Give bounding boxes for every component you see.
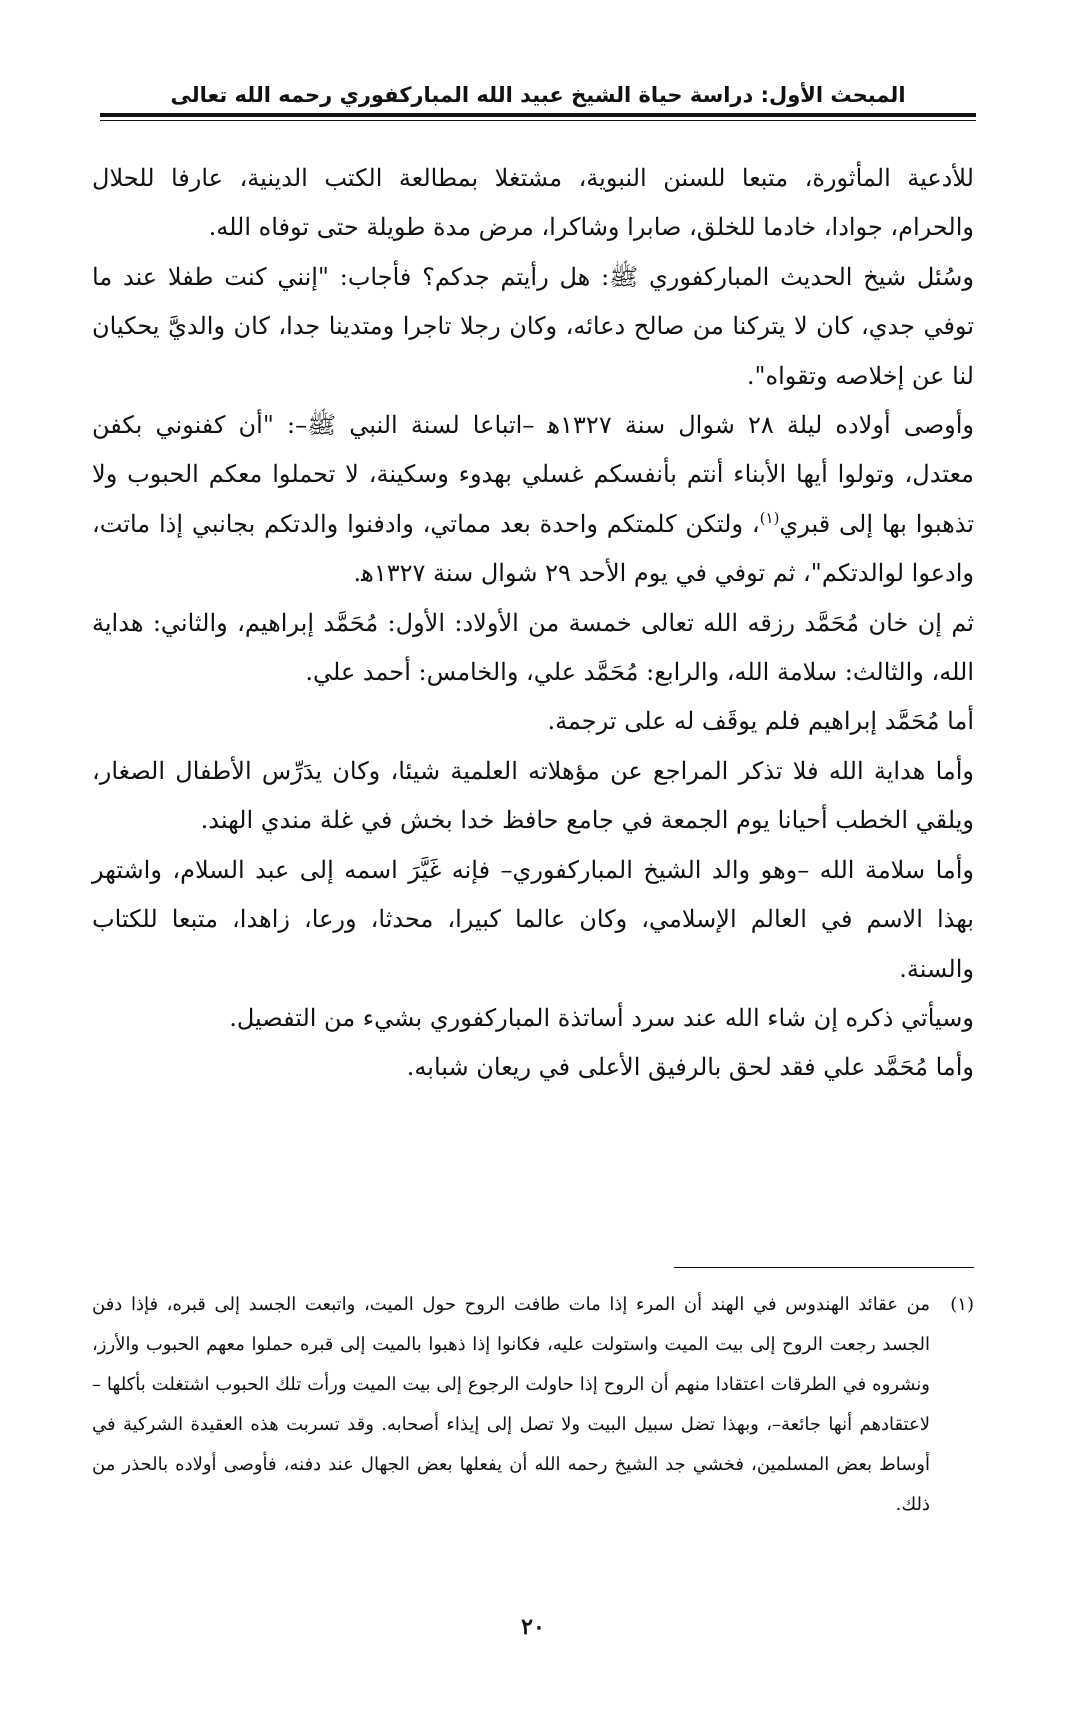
footnotes-section (92, 1285, 974, 1525)
will-text-after: ، ولتكن كلمتكم واحدة بعد مماتي، وادفنوا والدتكم بجانبي إذا ماتت، وادعوا لوالدتكم"، ثم توفي في يوم الأحد ٢٩ شوال سنة ١٣٢٧ﻫ. (92, 509, 974, 588)
paragraph-2: وسُئل شيخ الحديث المباركفوري ﷺ: هل رأيتم جدكم؟ فأجاب: "إنني كنت طفلا عند ما توفي جدي، كان لا يتركنا من صالح دعائه، وكان رجلا تاجرا ومتدينا جدا، كان والديَّ يحكيان لنا عن إخلاصه وتقواه". (92, 262, 974, 390)
footnote-marker-1[interactable]: (١) (759, 508, 780, 527)
main-text (92, 154, 974, 1093)
paragraph-4: أما مُحَمَّد إبراهيم فلم يوقَف له على ترجمة. (547, 707, 974, 736)
footnote-text: من عقائد الهندوس في الهند أن المرء إذا مات طافت الروح حول الميت، واتبعت الجسد إلى قبره، فإذا دفن الجسد رجعت الروح إلى بيت الميت واستولت عليه، فكانوا إذا ذهبوا بالميت إلى قبره حملوا معهم الحبوب والأرز، ونشروه في الطرقات اعتقادا منهم أن الروح إذا حاولت الرجوع إلى بيت الميت ورأت تلك الحبوب اشتغلت بأكلها –لاعتقادهم أنها جائعة–، وبهذا تضل سبيل البيت ولا تصل إلى إيذاء أصحابه. وقد تسربت هذه العقيدة الشركية في أوساط بعض المسلمين، فخشي جد الشيخ رحمه الله أن يفعلها بعض الجهال عند دفنه، فأوصى أولاده بالحذر من ذلك. (92, 1294, 930, 1515)
footnote-number: (١) (950, 1294, 974, 1315)
paragraph-1: للأدعية المأثورة، متبعا للسنن النبوية، مشتغلا بمطالعة الكتب الدينية، عارفا للحلال والحرام، جوادا، خادما للخلق، صابرا وشاكرا، مرض مدة طويلة حتى توفاه الله. (92, 164, 974, 242)
paragraph-will (92, 401, 974, 599)
paragraph-5: وأما هداية الله فلا تذكر المراجع عن مؤهلاته العلمية شيئا، وكان يدَرِّس الأطفال الصغار، ويلقي الخطب أحيانا يوم الجمعة في جامع حافظ خدا بخش في غلة مندي الهند. (92, 756, 975, 835)
footnote-separator (674, 1267, 974, 1268)
header-rule-thin (100, 120, 976, 121)
running-header: المبحث الأول: دراسة حياة الشيخ عبيد الله المباركفوري رحمه الله تعالى (170, 83, 906, 107)
will-text-before: وأوصى أولاده ليلة ٢٨ شوال سنة ١٣٢٧ﻫ –اتباعا لسنة النبي ﷺ–: "أن كفنوني بكفن معتدل، وتولوا أيها الأبناء أنتم بأنفسكم غسلي بهدوء وسكينة، لا تحملوا معكم الحبوب ولا تذهبوا بها إلى قبري (92, 411, 974, 538)
paragraph-8: وأما مُحَمَّد علي فقد لحق بالرفيق الأعلى في ريعان شبابه. (406, 1053, 974, 1082)
paragraph-3: ثم إن خان مُحَمَّد رزقه الله تعالى خمسة من الأولاد: الأول: مُحَمَّد إبراهيم، والثاني: هداية الله، والثالث: سلامة الله، والرابع: مُحَمَّد علي، والخامس: أحمد علي. (92, 608, 974, 687)
footnote-1 (92, 1285, 974, 1525)
paragraph-6: وأما سلامة الله –وهو والد الشيخ المباركفوري– فإنه غَيَّرَ اسمه إلى عبد السلام، واشتهر بهذا الاسم في العالم الإسلامي، وكان عالما كبيرا، محدثا، ورعا، زاهدا، متبعا للكتاب والسنة. (92, 855, 974, 983)
header-rule-thick (100, 113, 976, 117)
paragraph-7: وسيأتي ذكره إن شاء الله عند سرد أساتذة المباركفوري بشيء من التفصيل. (229, 1003, 974, 1032)
page-number: ٢٠ (521, 1614, 545, 1640)
